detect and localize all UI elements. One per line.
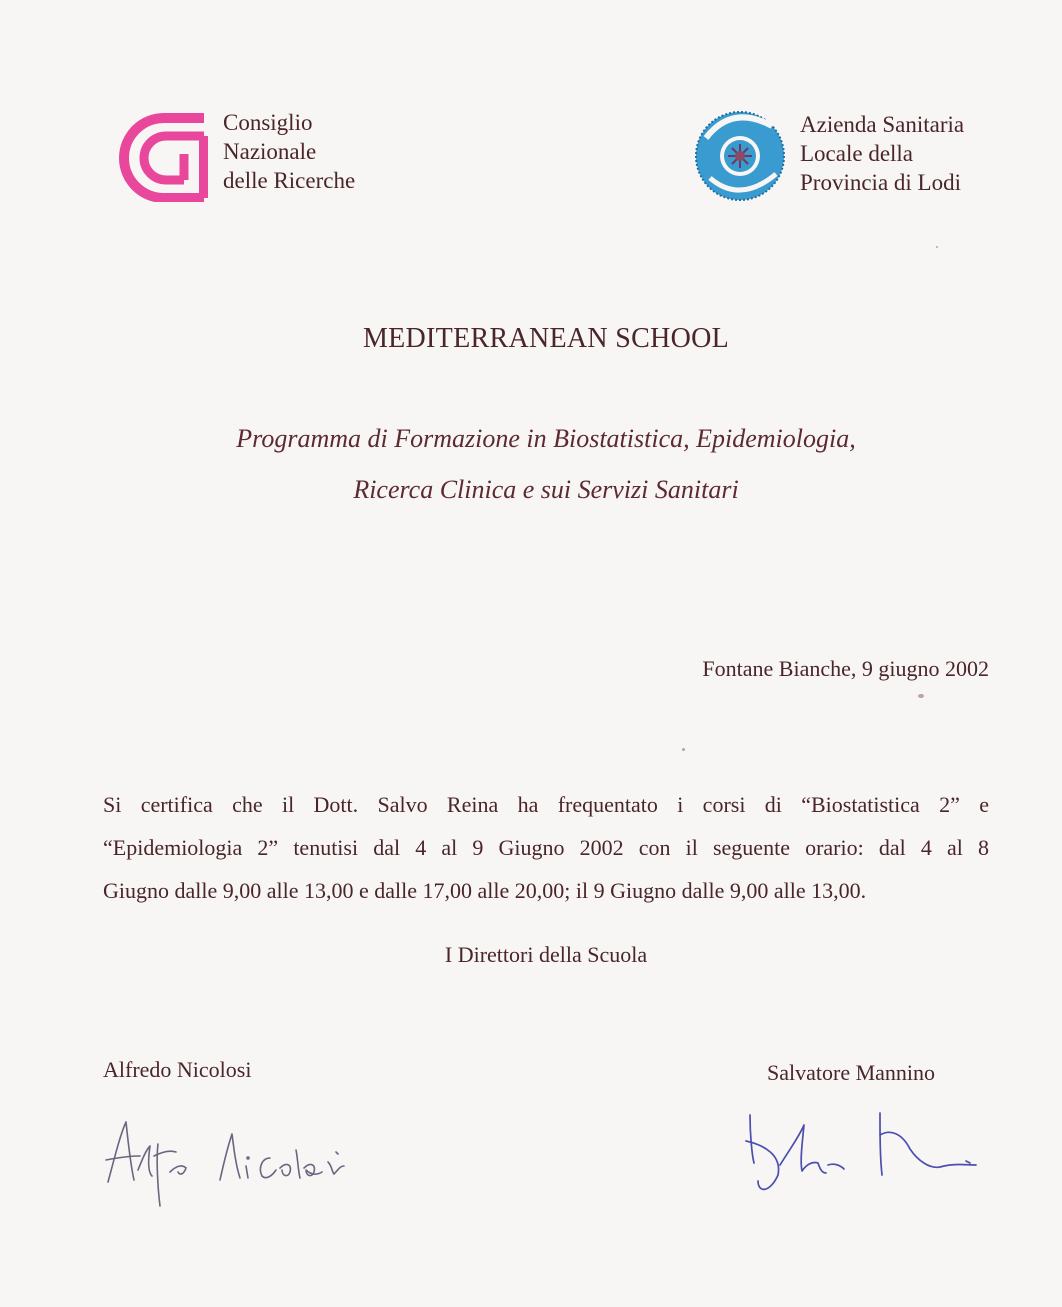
cnr-org-line-2: Nazionale	[223, 139, 317, 164]
asl-org-line-3: Provincia di Lodi	[800, 170, 961, 195]
left-signatory-name: Alfredo Nicolosi	[103, 1057, 252, 1082]
asl-org-line-2: Locale della	[800, 141, 914, 166]
certificate-title: MEDITERRANEAN SCHOOL	[362, 323, 730, 354]
program-subtitle-line-1: Programma di Formazione in Biostatistica, Epidemiologia,	[236, 424, 856, 453]
right-signatory-name: Salvatore Mannino	[767, 1060, 936, 1085]
cnr-org-line-1: Consiglio	[223, 110, 313, 135]
program-subtitle-line-2: Ricerca Clinica e sui Servizi Sanitari	[353, 475, 739, 504]
certificate-body	[103, 783, 989, 912]
cnr-logo-icon	[112, 106, 208, 202]
asl-org-name	[800, 110, 964, 197]
body-line-1: Si certifica che il Dott. Salvo Reina ha frequentato i corsi di “Biostatistica 2” e	[103, 792, 989, 817]
scan-speck	[918, 694, 924, 698]
cnr-org-name	[223, 108, 355, 195]
body-line-2: “Epidemiologia 2” tenutisi dal 4 al 9 Giugno 2002 con il seguente orario: dal 4 al 8	[103, 835, 989, 860]
directors-heading: I Direttori della Scuola	[444, 942, 648, 967]
cnr-org-line-3: delle Ricerche	[223, 168, 356, 193]
scan-speck	[936, 246, 938, 248]
right-signature	[740, 1105, 990, 1200]
asl-lodi-seal-icon	[692, 108, 788, 204]
asl-org-line-1: Azienda Sanitaria	[800, 112, 965, 137]
place-and-date: Fontane Bianche, 9 giugno 2002	[702, 656, 989, 681]
left-signature	[100, 1110, 370, 1215]
body-line-3: Giugno dalle 9,00 alle 13,00 e dalle 17,00 alle 20,00; il 9 Giugno dalle 9,00 alle 13,00.	[103, 878, 867, 903]
scan-speck	[682, 748, 685, 751]
